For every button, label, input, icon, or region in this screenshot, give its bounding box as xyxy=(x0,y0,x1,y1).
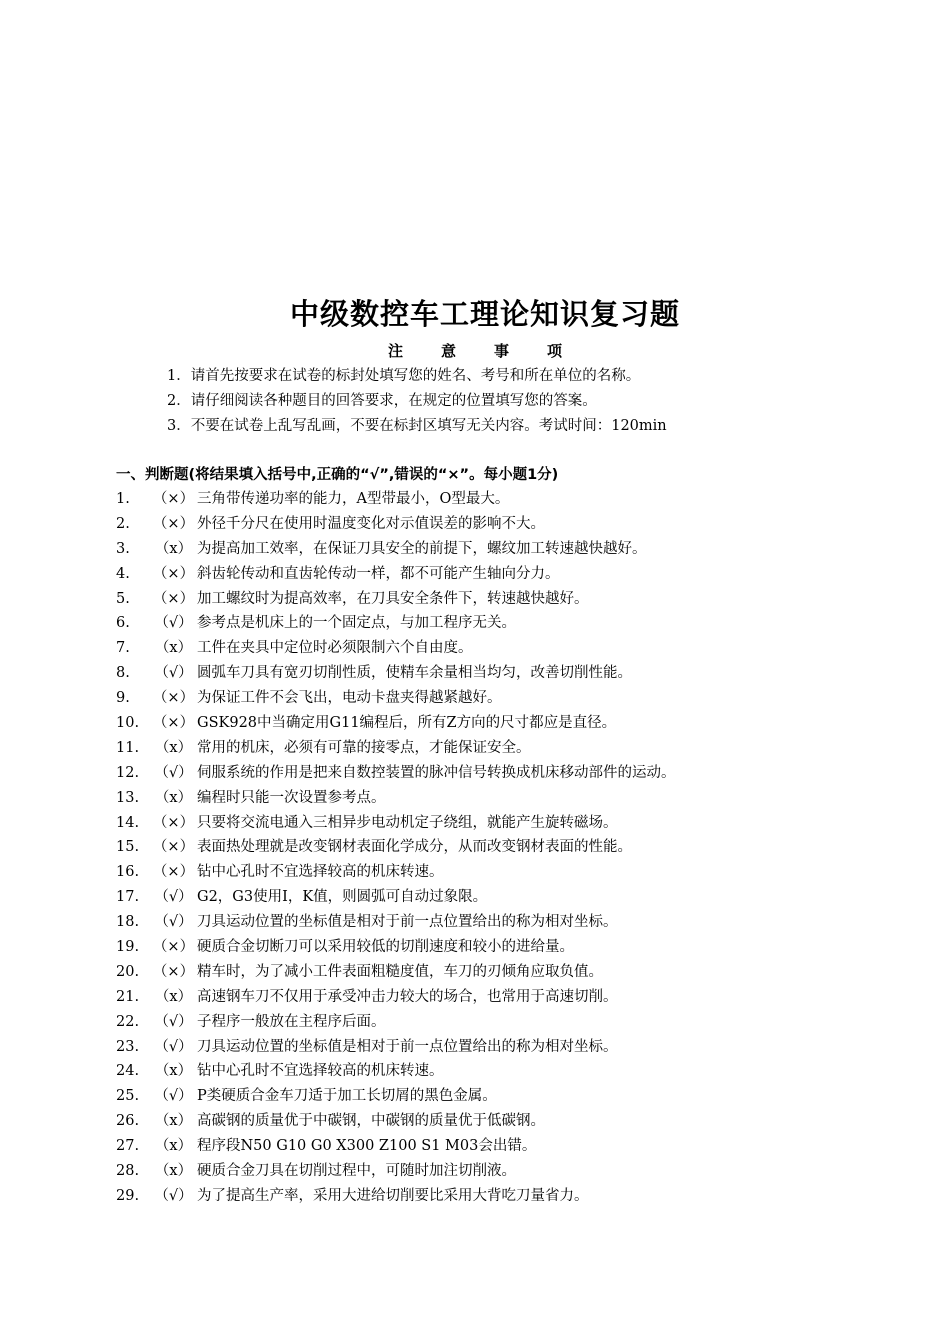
notice-list xyxy=(167,364,667,439)
question-list xyxy=(116,487,676,1209)
question-text: 子程序一般放在主程序后面。 xyxy=(197,1013,386,1030)
question-number: 28. xyxy=(116,1163,140,1180)
question-answer: （√） xyxy=(154,889,193,906)
question-text: 编程时只能一次设置参考点。 xyxy=(197,789,386,806)
question-number: 10. xyxy=(116,715,140,732)
notice-heading-char: 事 xyxy=(494,342,510,360)
question-number: 21. xyxy=(116,988,140,1005)
notice-heading-char: 项 xyxy=(547,342,563,360)
question-text: 硬质合金刀具在切削过程中，可随时加注切削液。 xyxy=(197,1163,516,1180)
question-number: 7. xyxy=(116,640,130,657)
question-text: 加工螺纹时为提高效率，在刀具安全条件下，转速越快越好。 xyxy=(197,590,589,607)
question-text: G2，G3使用I，K值，则圆弧可自动过象限。 xyxy=(197,889,488,906)
question-number: 1. xyxy=(116,491,130,507)
question-answer: （x） xyxy=(154,1138,193,1155)
question-item xyxy=(116,562,676,587)
notice-heading-char: 注 xyxy=(387,342,403,360)
question-answer: （x） xyxy=(154,789,193,806)
question-answer: （×） xyxy=(152,814,195,831)
question-text: 刀具运动位置的坐标值是相对于前一点位置给出的称为相对坐标。 xyxy=(197,1038,618,1055)
question-text: GSK928中当确定用G11编程后，所有Z方向的尺寸都应是直径。 xyxy=(197,715,617,732)
question-number: 25. xyxy=(116,1088,140,1105)
question-text: 刀具运动位置的坐标值是相对于前一点位置给出的称为相对坐标。 xyxy=(197,914,618,931)
question-number: 16. xyxy=(116,864,140,881)
question-number: 12. xyxy=(116,764,140,781)
question-item xyxy=(116,1010,676,1035)
question-text: 为了提高生产率，采用大进给切削要比采用大背吃刀量省力。 xyxy=(197,1187,589,1204)
question-number: 17. xyxy=(116,889,140,906)
question-item xyxy=(116,1159,676,1184)
notice-item: 2．请仔细阅读各种题目的回答要求，在规定的位置填写您的答案。 xyxy=(167,393,597,409)
notice-heading xyxy=(0,340,950,361)
question-item xyxy=(116,811,676,836)
question-item xyxy=(116,885,676,910)
question-number: 8. xyxy=(116,665,130,682)
question-number: 5. xyxy=(116,590,130,607)
question-item xyxy=(116,686,676,711)
question-item xyxy=(116,786,676,811)
question-answer: （√） xyxy=(154,1038,193,1055)
question-item xyxy=(116,587,676,612)
question-answer: （√） xyxy=(154,1187,193,1204)
question-text: 精车时，为了减小工件表面粗糙度值，车刀的刃倾角应取负值。 xyxy=(197,963,603,980)
question-number: 13. xyxy=(116,789,140,806)
question-text: P类硬质合金车刀适于加工长切屑的黑色金属。 xyxy=(197,1088,497,1105)
question-text: 伺服系统的作用是把来自数控装置的脉冲信号转换成机床移动部件的运动。 xyxy=(197,764,676,781)
question-text: 三角带传递功率的能力，A型带最小，O型最大。 xyxy=(197,491,510,507)
question-number: 19. xyxy=(116,939,140,956)
question-answer: （×） xyxy=(152,690,195,707)
question-item xyxy=(116,661,676,686)
question-number: 3. xyxy=(116,540,130,557)
question-answer: （×） xyxy=(152,864,195,881)
question-answer: （×） xyxy=(152,515,195,532)
question-answer: （x） xyxy=(154,1063,193,1080)
question-item xyxy=(116,1059,676,1084)
question-number: 15. xyxy=(116,839,140,856)
section-heading: 一、判断题(将结果填入括号中,正确的“√”,错误的“×”。每小题1分) xyxy=(116,467,559,483)
question-number: 2. xyxy=(116,515,130,532)
question-answer: （×） xyxy=(152,715,195,732)
question-text: 为保证工件不会飞出，电动卡盘夹得越紧越好。 xyxy=(197,690,502,707)
question-item xyxy=(116,1035,676,1060)
question-item xyxy=(116,910,676,935)
question-answer: （×） xyxy=(152,939,195,956)
question-answer: （√） xyxy=(154,1088,193,1105)
question-answer: （√） xyxy=(154,764,193,781)
question-text: 高速钢车刀不仅用于承受冲击力较大的场合，也常用于高速切削。 xyxy=(197,988,618,1005)
question-text: 高碳钢的质量优于中碳钢，中碳钢的质量优于低碳钢。 xyxy=(197,1113,545,1130)
question-text: 外径千分尺在使用时温度变化对示值误差的影响不大。 xyxy=(197,515,545,532)
question-answer: （×） xyxy=(152,963,195,980)
question-number: 11. xyxy=(116,739,140,756)
question-item xyxy=(116,537,676,562)
question-text: 钻中心孔时不宜选择较高的机床转速。 xyxy=(197,1063,444,1080)
question-item xyxy=(116,960,676,985)
question-item xyxy=(116,1184,676,1209)
question-answer: （√） xyxy=(154,914,193,931)
question-text: 只要将交流电通入三相异步电动机定子绕组，就能产生旋转磁场。 xyxy=(197,814,618,831)
question-item xyxy=(116,761,676,786)
question-text: 程序段N50 G10 G0 X300 Z100 S1 M03会出错。 xyxy=(197,1138,537,1155)
question-number: 29. xyxy=(116,1187,140,1204)
question-item xyxy=(116,487,676,512)
question-number: 18. xyxy=(116,914,140,931)
question-answer: （x） xyxy=(154,988,193,1005)
question-answer: （x） xyxy=(154,739,193,756)
question-answer: （×） xyxy=(152,491,195,507)
question-item xyxy=(116,736,676,761)
question-text: 表面热处理就是改变钢材表面化学成分，从而改变钢材表面的性能。 xyxy=(197,839,632,856)
question-item xyxy=(116,1109,676,1134)
question-number: 24. xyxy=(116,1063,140,1080)
question-answer: （×） xyxy=(152,839,195,856)
question-item xyxy=(116,835,676,860)
question-answer: （√） xyxy=(154,1013,193,1030)
question-item xyxy=(116,1134,676,1159)
question-number: 20. xyxy=(116,963,140,980)
question-number: 6. xyxy=(116,615,130,632)
question-text: 为提高加工效率，在保证刀具安全的前提下，螺纹加工转速越快越好。 xyxy=(197,540,647,557)
question-item xyxy=(116,611,676,636)
question-answer: （x） xyxy=(154,640,193,657)
question-number: 4. xyxy=(116,565,130,582)
document-title: 中级数控车工理论知识复习题 xyxy=(289,297,680,331)
question-item xyxy=(116,860,676,885)
question-number: 26. xyxy=(116,1113,140,1130)
question-answer: （×） xyxy=(152,590,195,607)
question-text: 硬质合金切断刀可以采用较低的切削速度和较小的进给量。 xyxy=(197,939,574,956)
question-text: 钻中心孔时不宜选择较高的机床转速。 xyxy=(197,864,444,881)
question-answer: （√） xyxy=(154,665,193,682)
question-item xyxy=(116,985,676,1010)
question-text: 工件在夹具中定位时必须限制六个自由度。 xyxy=(197,640,473,657)
question-number: 9. xyxy=(116,690,130,707)
question-item xyxy=(116,512,676,537)
notice-item: 3．不要在试卷上乱写乱画，不要在标封区填写无关内容。考试时间：120min xyxy=(167,418,667,434)
question-item xyxy=(116,1084,676,1109)
question-text: 常用的机床，必须有可靠的接零点，才能保证安全。 xyxy=(197,739,531,756)
question-answer: （x） xyxy=(154,540,193,557)
question-text: 参考点是机床上的一个固定点，与加工程序无关。 xyxy=(197,615,516,632)
notice-item: 1．请首先按要求在试卷的标封处填写您的姓名、考号和所在单位的名称。 xyxy=(167,368,641,384)
notice-heading-char: 意 xyxy=(440,342,456,360)
question-number: 23. xyxy=(116,1038,140,1055)
question-answer: （x） xyxy=(154,1163,193,1180)
question-item xyxy=(116,636,676,661)
question-item xyxy=(116,711,676,736)
question-text: 圆弧车刀具有宽刃切削性质，使精车余量相当均匀，改善切削性能。 xyxy=(197,665,632,682)
question-item xyxy=(116,935,676,960)
question-text: 斜齿轮传动和直齿轮传动一样，都不可能产生轴向分力。 xyxy=(197,565,560,582)
question-number: 27. xyxy=(116,1138,140,1155)
question-answer: （√） xyxy=(154,615,193,632)
question-answer: （×） xyxy=(152,565,195,582)
question-number: 14. xyxy=(116,814,140,831)
question-number: 22. xyxy=(116,1013,140,1030)
question-answer: （x） xyxy=(154,1113,193,1130)
